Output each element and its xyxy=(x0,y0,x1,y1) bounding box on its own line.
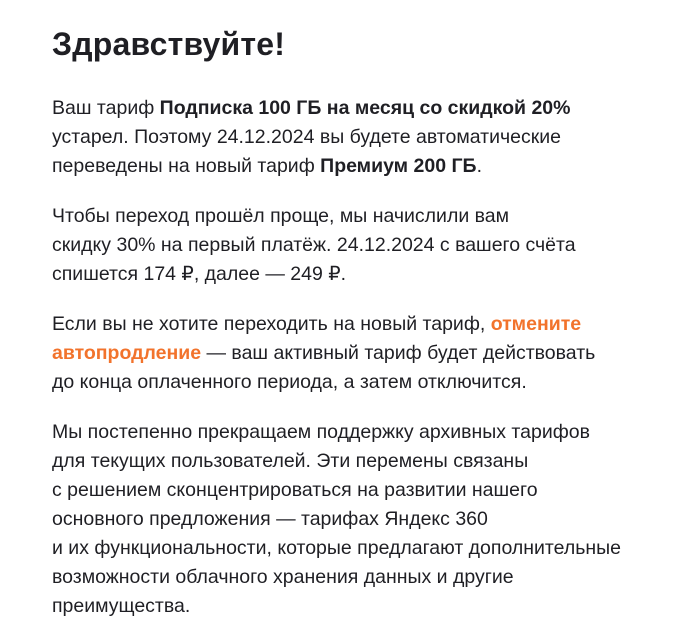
text: с решением сконцентрироваться на развитии нашего xyxy=(52,479,538,501)
discount-paragraph xyxy=(52,202,682,289)
greeting-heading: Здравствуйте! xyxy=(52,26,286,62)
archive-plans-paragraph xyxy=(52,418,682,621)
text: преимущества. xyxy=(52,595,191,617)
text: спишется 174 ₽, далее — 249 ₽. xyxy=(52,263,347,285)
text: для текущих пользователей. Эти перемены связаны xyxy=(52,450,529,472)
text: . xyxy=(476,155,482,177)
link-text-part1[interactable]: отмените xyxy=(490,313,582,335)
text: до конца оплаченного периода, а затем отключится. xyxy=(52,371,527,393)
text: Если вы не хотите переходить на новый тариф, xyxy=(52,313,491,335)
link-text-part2[interactable]: автопродление xyxy=(52,342,202,364)
text: и их функциональности, которые предлагают дополнительные xyxy=(52,537,621,559)
text: — ваш активный тариф будет действовать xyxy=(201,342,596,364)
old-plan-name: Подписка 100 ГБ на месяц со скидкой 20% xyxy=(159,97,571,119)
text: устарел. Поэтому 24.12.2024 вы будете автоматические xyxy=(52,126,562,148)
text: Чтобы переход прошёл проще, мы начислили вам xyxy=(52,205,510,227)
new-plan-name: Премиум 200 ГБ xyxy=(320,155,477,177)
text: основного предложения — тарифах Яндекс 360 xyxy=(52,508,488,530)
text: скидку 30% на первый платёж. 24.12.2024 с вашего счёта xyxy=(52,234,576,256)
text: возможности облачного хранения данных и другие xyxy=(52,566,514,588)
text: Мы постепенно прекращаем поддержку архивных тарифов xyxy=(52,421,590,443)
cancel-paragraph xyxy=(52,310,682,397)
plan-change-paragraph xyxy=(52,94,682,181)
text: переведены на новый тариф xyxy=(52,155,321,177)
text: Ваш тариф xyxy=(52,97,160,119)
